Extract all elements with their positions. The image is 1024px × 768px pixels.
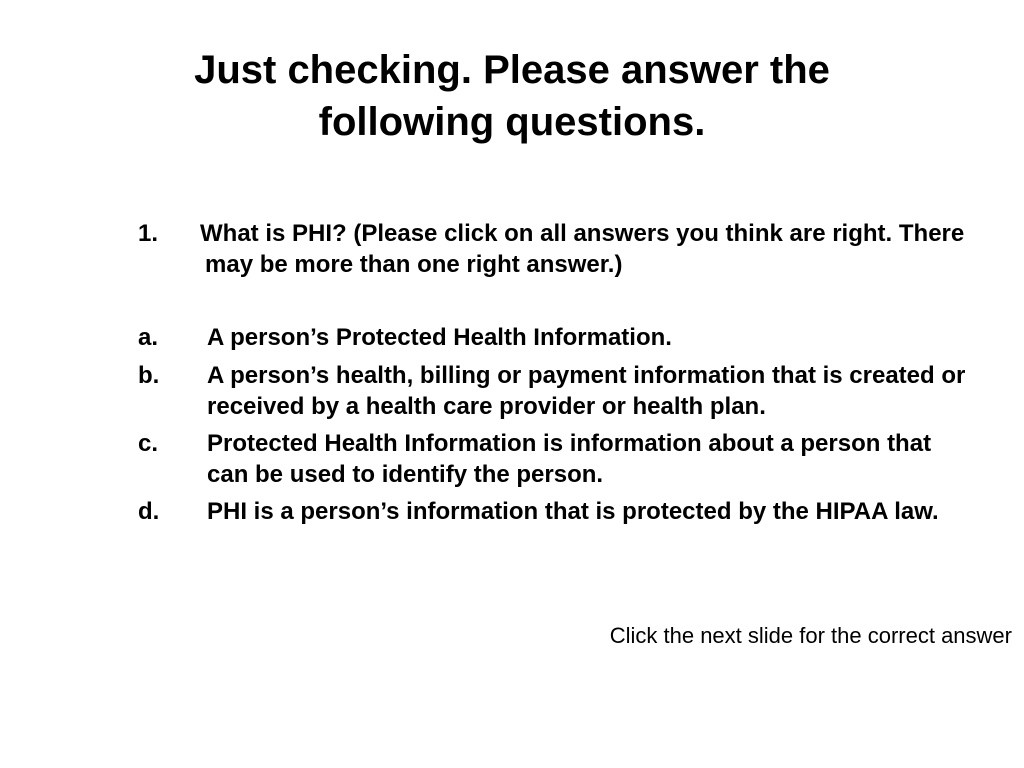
question-1: [138, 218, 968, 280]
answer-text: A person’s health, billing or payment information that is created or received by a health care provider or health plan.: [207, 362, 966, 420]
answer-text: Protected Health Information is information about a person that can be used to identify the person.: [207, 430, 932, 488]
next-slide-hint: Click the next slide for the correct answer: [609, 623, 1012, 648]
answer-list: [138, 322, 978, 533]
answer-option-c[interactable]: [138, 428, 978, 490]
answer-letter: a.: [138, 324, 159, 351]
question-number: 1.: [138, 220, 159, 247]
answer-letter: d.: [138, 498, 160, 525]
answer-letter: b.: [138, 362, 160, 389]
answer-letter: c.: [138, 430, 159, 457]
answer-option-a[interactable]: [138, 322, 978, 353]
slide-title-line-2: following questions.: [318, 100, 706, 144]
slide-title-line-1: Just checking. Please answer the: [194, 48, 830, 92]
slide-title: [100, 44, 924, 148]
answer-option-b[interactable]: [138, 360, 978, 422]
answer-option-d[interactable]: [138, 496, 978, 527]
answer-text: A person’s Protected Health Information.: [207, 324, 672, 351]
question-text: What is PHI? (Please click on all answers you think are right. There may be more than one right answer.): [200, 220, 965, 278]
answer-text: PHI is a person’s information that is protected by the HIPAA law.: [207, 498, 939, 525]
